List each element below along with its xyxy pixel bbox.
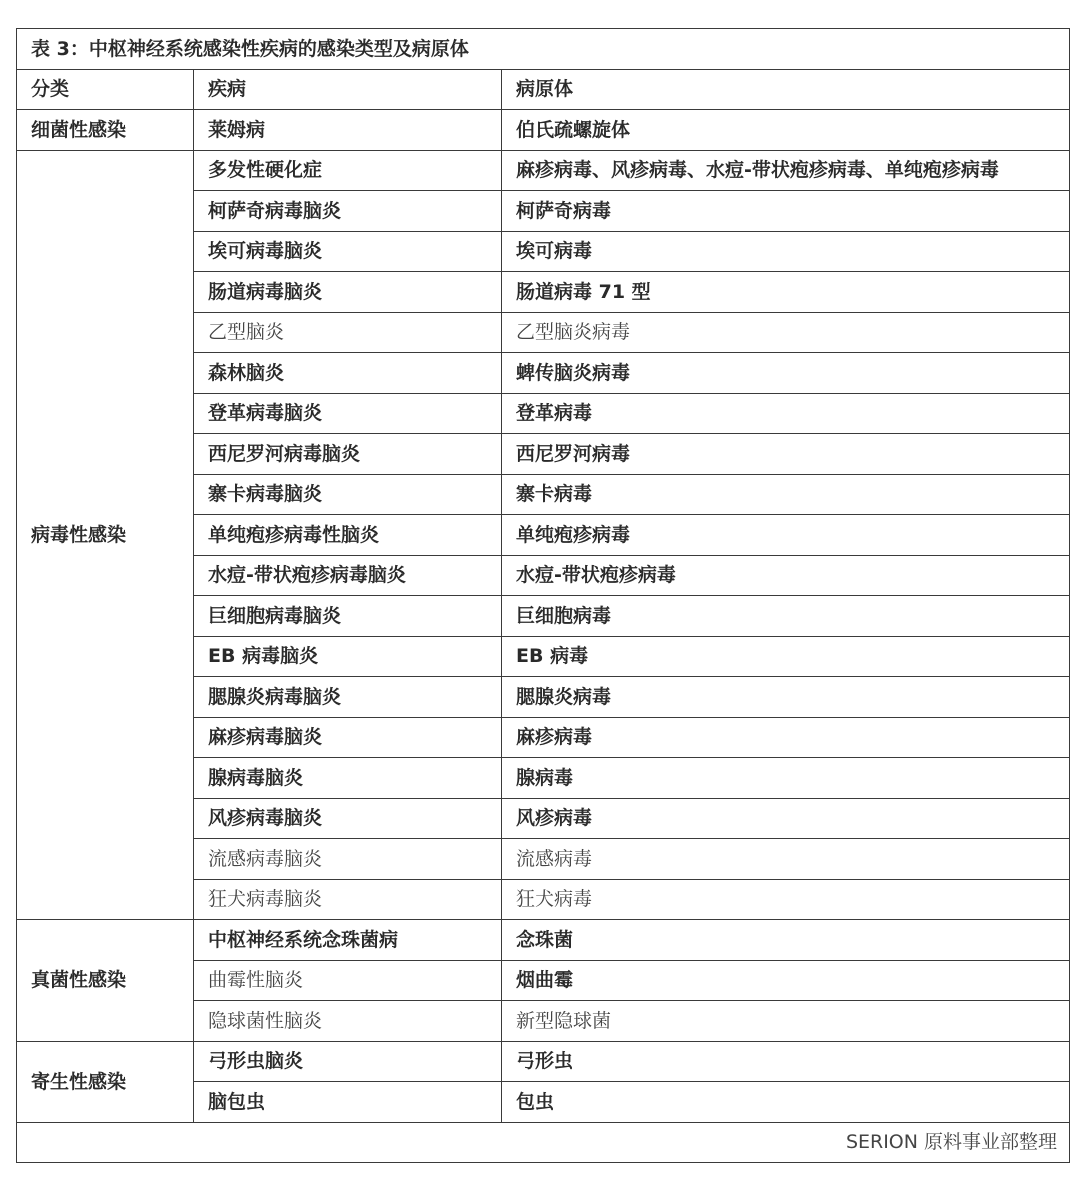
disease-cell: 登革病毒脑炎 (194, 393, 502, 434)
pathogen-cell: 单纯疱疹病毒 (502, 515, 1070, 556)
pathogen-cell: 乙型脑炎病毒 (502, 312, 1070, 353)
pathogen-cell: 登革病毒 (502, 393, 1070, 434)
footer-row (17, 1122, 1070, 1163)
disease-cell: 森林脑炎 (194, 353, 502, 394)
disease-cell: 风疹病毒脑炎 (194, 798, 502, 839)
pathogen-cell: 麻疹病毒、风疹病毒、水痘-带状疱疹病毒、单纯疱疹病毒 (502, 150, 1070, 191)
disease-cell: 脑包虫 (194, 1082, 502, 1123)
disease-cell: 中枢神经系统念珠菌病 (194, 920, 502, 961)
pathogen-cell: 流感病毒 (502, 839, 1070, 880)
disease-cell: 莱姆病 (194, 110, 502, 151)
pathogen-cell: 水痘-带状疱疹病毒 (502, 555, 1070, 596)
pathogen-cell: 麻疹病毒 (502, 717, 1070, 758)
disease-cell: 乙型脑炎 (194, 312, 502, 353)
caption-row (17, 29, 1070, 70)
pathogen-cell: 西尼罗河病毒 (502, 434, 1070, 475)
disease-cell: 腺病毒脑炎 (194, 758, 502, 799)
header-category: 分类 (17, 69, 194, 110)
table-row (17, 150, 1070, 191)
pathogen-cell: 伯氏疏螺旋体 (502, 110, 1070, 151)
table-row (17, 920, 1070, 961)
table-footer: SERION 原料事业部整理 (17, 1122, 1070, 1163)
disease-cell: 巨细胞病毒脑炎 (194, 596, 502, 637)
disease-cell: 寨卡病毒脑炎 (194, 474, 502, 515)
disease-cell: 多发性硬化症 (194, 150, 502, 191)
pathogen-cell: 柯萨奇病毒 (502, 191, 1070, 232)
disease-cell: 西尼罗河病毒脑炎 (194, 434, 502, 475)
disease-cell: 柯萨奇病毒脑炎 (194, 191, 502, 232)
pathogen-cell: 肠道病毒 71 型 (502, 272, 1070, 313)
disease-cell: 肠道病毒脑炎 (194, 272, 502, 313)
pathogen-cell: 寨卡病毒 (502, 474, 1070, 515)
pathogen-cell: 蜱传脑炎病毒 (502, 353, 1070, 394)
pathogen-cell: 腺病毒 (502, 758, 1070, 799)
pathogen-cell: 念珠菌 (502, 920, 1070, 961)
disease-cell: 水痘-带状疱疹病毒脑炎 (194, 555, 502, 596)
disease-cell: 麻疹病毒脑炎 (194, 717, 502, 758)
pathogen-cell: 包虫 (502, 1082, 1070, 1123)
disease-cell: 埃可病毒脑炎 (194, 231, 502, 272)
category-bacterial: 细菌性感染 (17, 110, 194, 151)
category-viral: 病毒性感染 (17, 150, 194, 920)
header-disease: 疾病 (194, 69, 502, 110)
disease-cell: 曲霉性脑炎 (194, 960, 502, 1001)
category-fungal: 真菌性感染 (17, 920, 194, 1042)
pathogen-cell: EB 病毒 (502, 636, 1070, 677)
disease-cell: 弓形虫脑炎 (194, 1041, 502, 1082)
header-row (17, 69, 1070, 110)
pathogen-cell: 风疹病毒 (502, 798, 1070, 839)
disease-cell: 流感病毒脑炎 (194, 839, 502, 880)
header-pathogen: 病原体 (502, 69, 1070, 110)
pathogen-cell: 腮腺炎病毒 (502, 677, 1070, 718)
pathogen-cell: 弓形虫 (502, 1041, 1070, 1082)
pathogen-cell: 巨细胞病毒 (502, 596, 1070, 637)
disease-cell: EB 病毒脑炎 (194, 636, 502, 677)
disease-cell: 腮腺炎病毒脑炎 (194, 677, 502, 718)
pathogen-cell: 烟曲霉 (502, 960, 1070, 1001)
disease-cell: 单纯疱疹病毒性脑炎 (194, 515, 502, 556)
pathogen-cell: 狂犬病毒 (502, 879, 1070, 920)
pathogen-table (16, 28, 1070, 1163)
pathogen-cell: 新型隐球菌 (502, 1001, 1070, 1042)
table-row (17, 110, 1070, 151)
disease-cell: 狂犬病毒脑炎 (194, 879, 502, 920)
pathogen-cell: 埃可病毒 (502, 231, 1070, 272)
table-row (17, 1041, 1070, 1082)
table-caption: 表 3：中枢神经系统感染性疾病的感染类型及病原体 (17, 29, 1070, 70)
category-parasitic: 寄生性感染 (17, 1041, 194, 1122)
disease-cell: 隐球菌性脑炎 (194, 1001, 502, 1042)
